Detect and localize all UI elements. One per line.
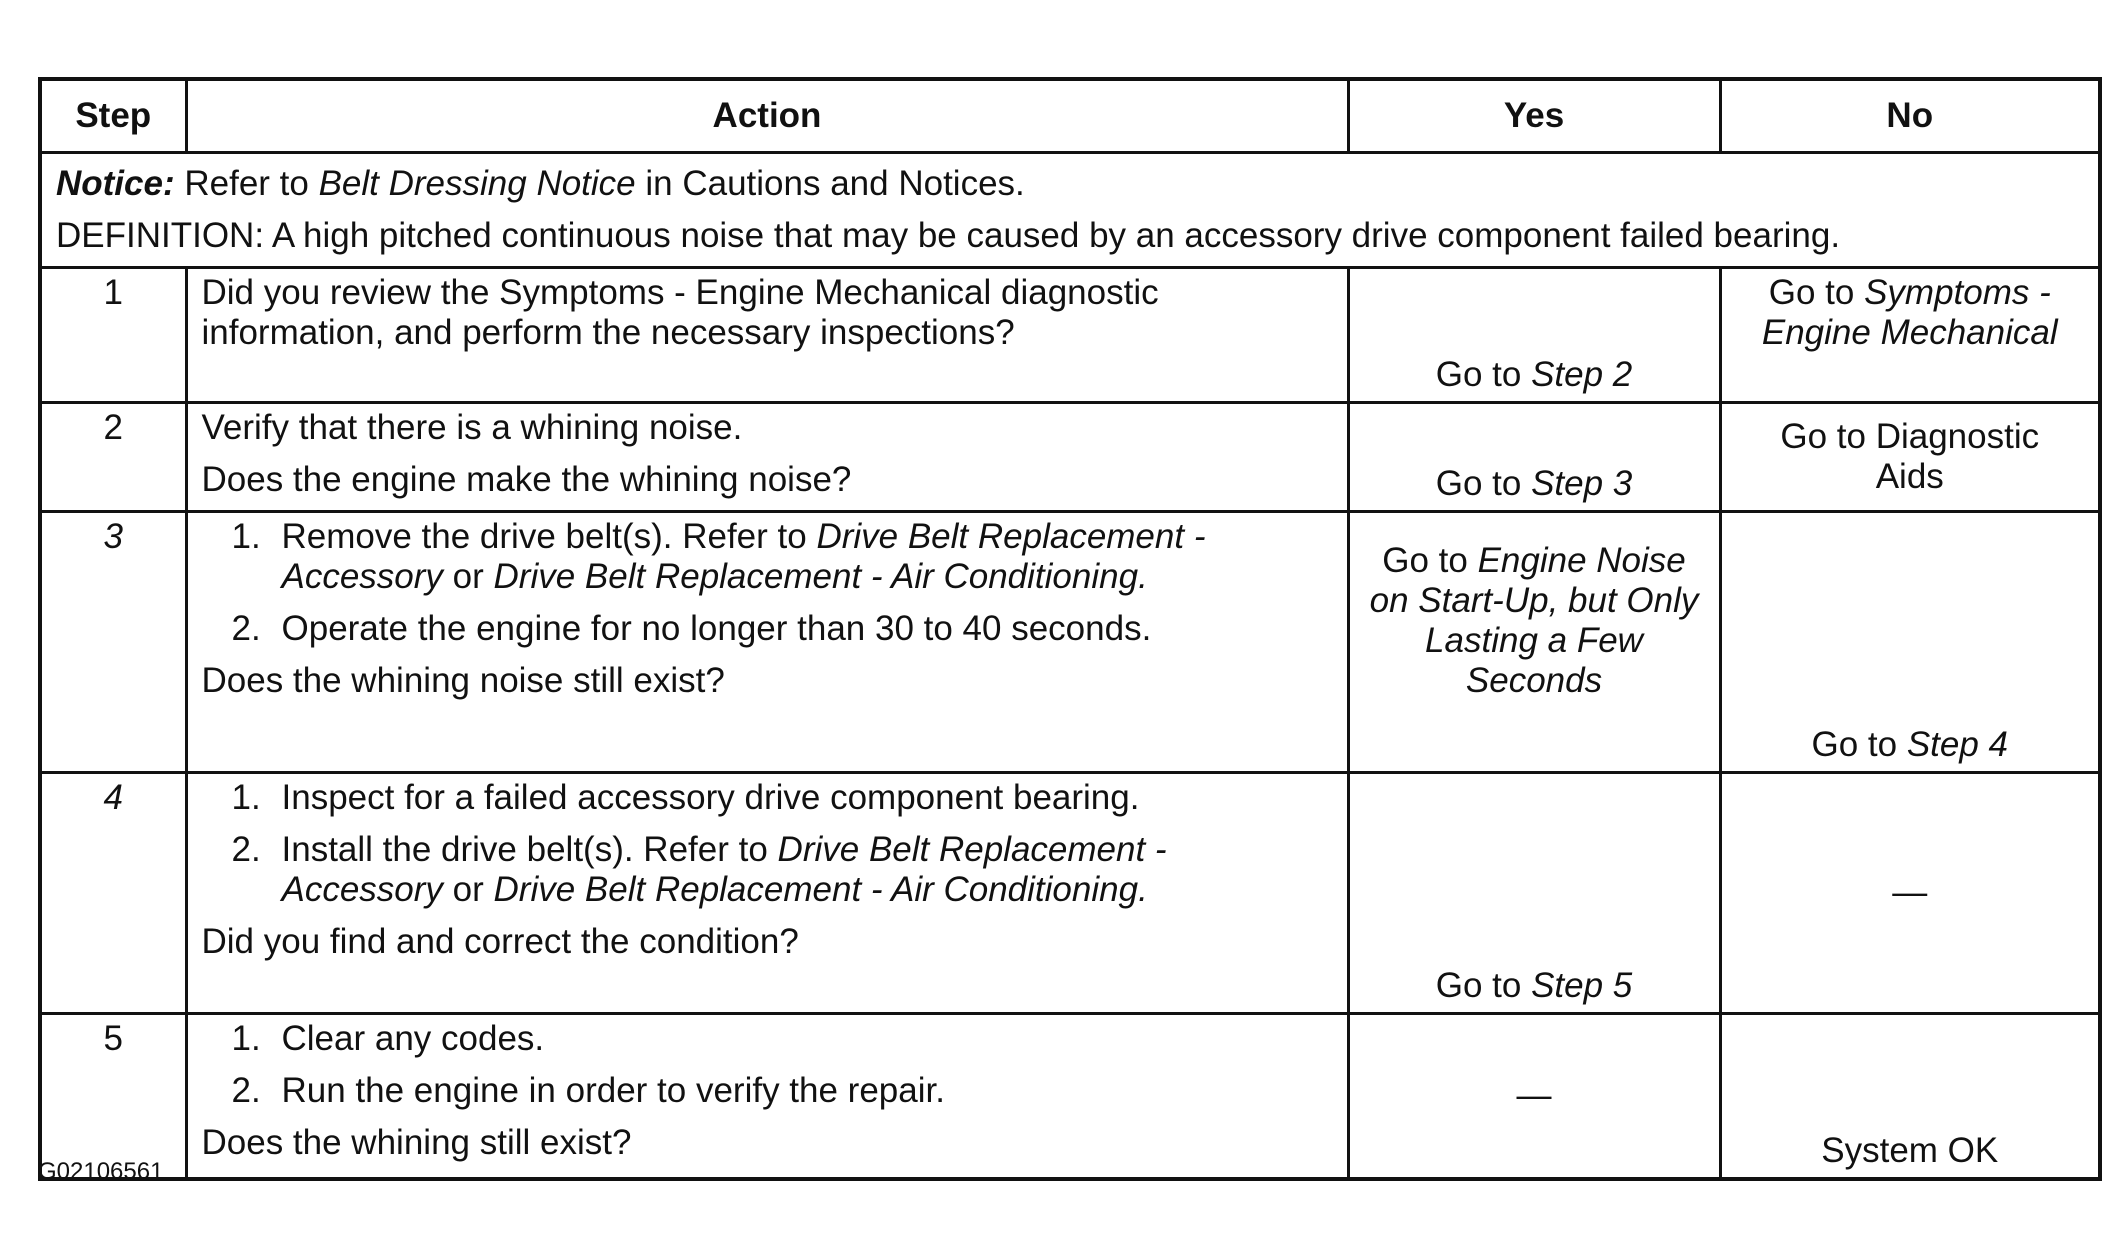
diagnostic-table — [38, 77, 2102, 1181]
yes-cell — [1348, 773, 1720, 1014]
notice-line — [56, 158, 2084, 210]
list-item-or: or — [442, 557, 494, 596]
list-item — [202, 1019, 1333, 1059]
no-result: System OK — [1821, 1131, 1999, 1170]
step-number: 2 — [40, 403, 186, 512]
step-number: 3 — [40, 512, 186, 773]
action-steps-list — [202, 778, 1333, 910]
notice-row — [40, 153, 2100, 268]
no-prefix: Go to — [1768, 273, 1865, 312]
no-cell — [1720, 268, 2100, 403]
no-link[interactable]: Go to Diagnostic Aids — [1780, 417, 2040, 496]
list-item-text: Run the engine in order to verify the repair. — [281, 1071, 945, 1110]
yes-link[interactable]: Step 2 — [1531, 355, 1633, 394]
list-item-text: Inspect for a failed accessory drive component bearing. — [281, 778, 1140, 817]
yes-cell — [1348, 403, 1720, 512]
header-row — [40, 79, 2100, 153]
notice-ref: Belt Dressing Notice — [318, 164, 636, 203]
action-cell — [186, 512, 1348, 773]
procedure-link[interactable]: Drive Belt Replacement - Accessory — [281, 517, 1206, 596]
yes-cell — [1348, 512, 1720, 773]
list-item-number: 2. — [231, 609, 261, 648]
table-row-step-4 — [40, 773, 2100, 1014]
header-step: Step — [40, 79, 186, 153]
action-steps-list — [202, 517, 1333, 649]
table-row-step-2 — [40, 403, 2100, 512]
list-item — [202, 609, 1333, 649]
yes-cell — [1348, 1014, 1720, 1180]
no-link[interactable]: Symptoms - Engine Mechanical — [1761, 273, 2058, 352]
table-row-step-3 — [40, 512, 2100, 773]
yes-link[interactable]: Step 5 — [1531, 966, 1633, 1005]
yes-link[interactable]: Step 3 — [1531, 464, 1633, 503]
list-item — [202, 778, 1333, 818]
yes-cell — [1348, 268, 1720, 403]
action-cell — [186, 403, 1348, 512]
list-item-text: Install the drive belt(s). Refer to — [281, 830, 778, 869]
yes-prefix: Go to — [1435, 355, 1532, 394]
action-question: Did you find and correct the condition? — [201, 922, 799, 961]
no-link[interactable]: Step 4 — [1906, 725, 2009, 764]
table-row-step-5 — [40, 1014, 2100, 1180]
notice-text-before: Refer to — [174, 164, 319, 203]
action-question: Does the engine make the whining noise? — [201, 460, 852, 499]
notice-text-after: in Cautions and Notices. — [635, 164, 1025, 203]
step-number: 1 — [40, 268, 186, 403]
step-number: 5 — [40, 1014, 186, 1180]
list-item-or: or — [442, 870, 494, 909]
action-question: Does the whining noise still exist? — [201, 661, 725, 700]
definition-line: DEFINITION: A high pitched continuous noise that may be caused by an accessory drive component failed bearing. — [56, 216, 1841, 255]
list-item — [202, 830, 1333, 910]
list-item-end: . — [1138, 557, 1148, 596]
notice-label: Notice: — [56, 164, 175, 203]
action-cell — [186, 1014, 1348, 1180]
no-cell — [1720, 1014, 2100, 1180]
table-row-step-1 — [40, 268, 2100, 403]
header-action: Action — [186, 79, 1348, 153]
list-item-number: 1. — [231, 778, 261, 817]
procedure-link[interactable]: Drive Belt Replacement - Accessory — [281, 830, 1167, 909]
list-item-text: Remove the drive belt(s). Refer to — [281, 517, 817, 556]
no-cell — [1720, 512, 2100, 773]
list-item-end: . — [1138, 870, 1148, 909]
list-item — [202, 517, 1333, 597]
list-item-number: 1. — [231, 1019, 261, 1058]
step-number: 4 — [40, 773, 186, 1014]
no-cell — [1720, 403, 2100, 512]
list-item-text: Operate the engine for no longer than 30 to 40 seconds. — [281, 609, 1152, 648]
yes-link[interactable]: Engine Noise on Start-Up, but Only Lasting a Few Seconds — [1369, 541, 1699, 700]
yes-prefix: Go to — [1435, 464, 1532, 503]
header-no: No — [1720, 79, 2100, 153]
list-item-number: 2. — [231, 1071, 261, 1110]
notice-cell — [40, 153, 2100, 268]
yes-prefix: Go to — [1382, 541, 1478, 580]
list-item-number: 2. — [231, 830, 261, 869]
action-cell — [186, 773, 1348, 1014]
header-yes: Yes — [1348, 79, 1720, 153]
action-text: Did you review the Symptoms - Engine Mechanical diagnostic information, and perform the necessary inspections? — [201, 273, 1159, 352]
no-prefix: Go to — [1811, 725, 1907, 764]
list-item-number: 1. — [231, 517, 261, 556]
yes-dash: — — [1516, 1076, 1552, 1115]
action-question: Does the whining still exist? — [201, 1123, 632, 1162]
procedure-link[interactable]: Drive Belt Replacement - Air Conditioning — [493, 557, 1139, 596]
yes-prefix: Go to — [1435, 966, 1532, 1005]
list-item-text: Clear any codes. — [281, 1019, 545, 1058]
action-line: Verify that there is a whining noise. — [201, 408, 743, 447]
no-cell — [1720, 773, 2100, 1014]
action-cell — [186, 268, 1348, 403]
no-dash: — — [1892, 873, 1928, 912]
action-steps-list — [202, 1019, 1333, 1111]
figure-id: G02106561 — [38, 1158, 164, 1185]
list-item — [202, 1071, 1333, 1111]
procedure-link[interactable]: Drive Belt Replacement - Air Conditioning — [493, 870, 1139, 909]
